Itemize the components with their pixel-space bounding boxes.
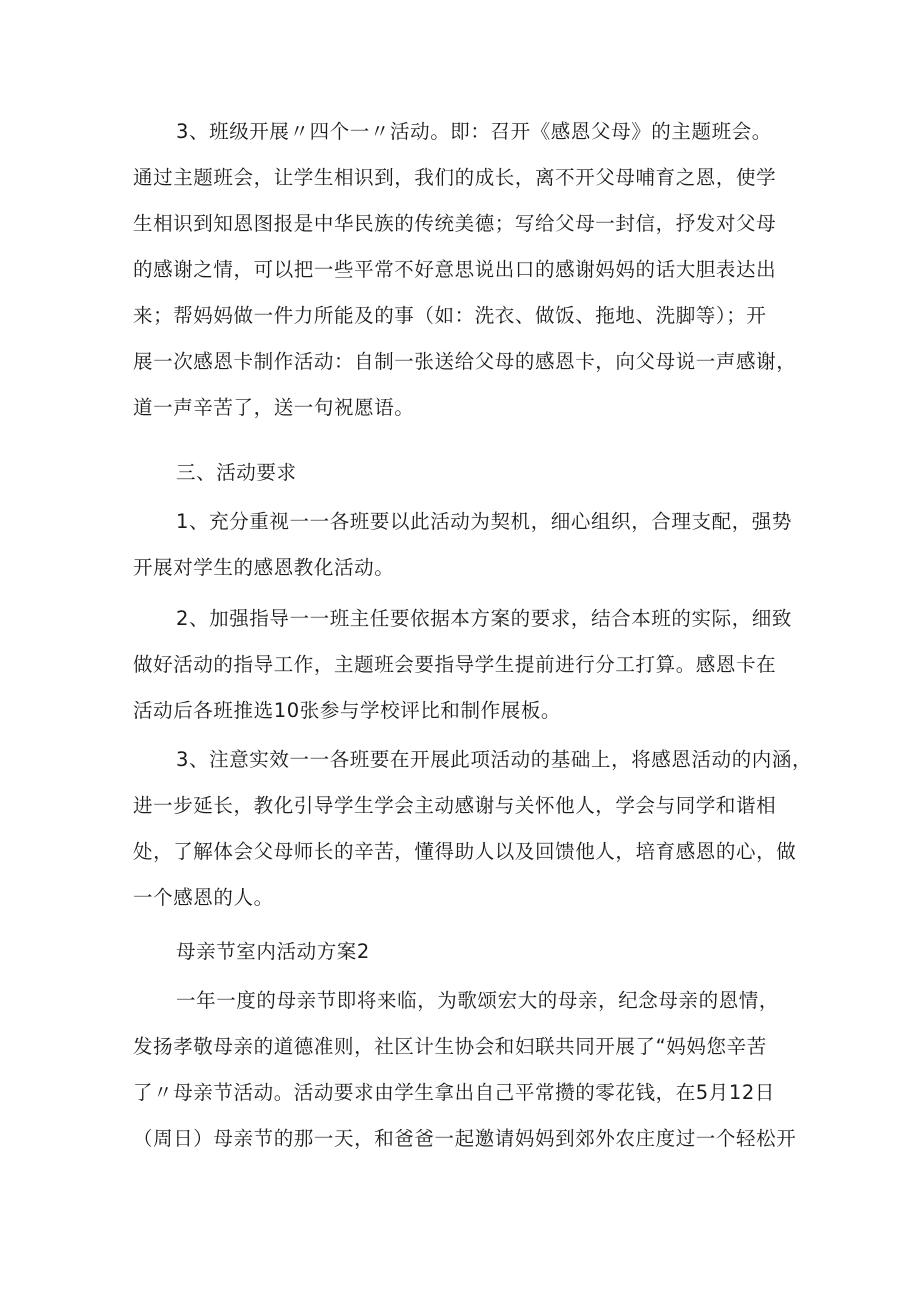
text-line: 一个感恩的人。 [133, 886, 274, 909]
text-line: 2、加强指导一一班主任要依据本方案的要求，结合本班的实际，细致 [176, 607, 793, 630]
section-heading: 三、活动要求 [176, 461, 297, 484]
text-line: 处，了解体会父母师长的辛苦，懂得助人以及回馈他人，培育感恩的心，做 [133, 840, 797, 863]
text-line: 做好活动的指导工作，主题班会要指导学生提前进行分工打算。感恩卡在 [133, 653, 777, 676]
text-line: （周日）母亲节的那一天，和爸爸一起邀请妈妈到郊外农庄度过一个轻松开 [133, 1127, 797, 1150]
text-line: 的感谢之情，可以把一些平常不好意思说出口的感谢妈妈的话大胆表达出 [133, 258, 777, 281]
paragraph-activity-3 [133, 109, 797, 431]
text-line: 生相识到知恩图报是中华民族的传统美德；写给父母一封信，抒发对父母 [133, 212, 777, 235]
text-line: 发扬孝敬母亲的道德准则，社区计生协会和妇联共同开展了“妈妈您辛苦 [133, 1035, 767, 1058]
text-line: 了〃母亲节活动。活动要求由学生拿出自己平常攒的零花钱，在5月12日 [133, 1081, 776, 1104]
paragraph-mothers-day [133, 978, 797, 1162]
section-heading: 母亲节室内活动方案2 [176, 940, 370, 963]
paragraph-requirement-3 [133, 737, 813, 921]
text-line: 活动后各班推选10张参与学校评比和制作展板。 [133, 699, 562, 722]
text-line: 展一次感恩卡制作活动：自制一张送给父母的感恩卡，向父母说一声感谢， [133, 350, 797, 373]
paragraph-requirement-1 [133, 499, 793, 591]
text-line: 一年一度的母亲节即将来临，为歌颂宏大的母亲，纪念母亲的恩情， [176, 989, 780, 1012]
text-line: 3、班级开展〃四个一〃活动。即：召开《感恩父母》的主题班会。 [176, 120, 772, 143]
text-line: 通过主题班会，让学生相识到，我们的成长，离不开父母哺育之恩，使学 [133, 166, 777, 189]
text-line: 来；帮妈妈做一件力所能及的事（如：洗衣、做饭、拖地、洗脚等）；开 [133, 304, 767, 327]
section-heading-plan-2 [133, 929, 793, 975]
text-line: 进一步延长，教化引导学生学会主动感谢与关怀他人，学会与同学和谐相 [133, 794, 777, 817]
text-line: 道一声辛苦了，送一句祝愿语。 [133, 396, 415, 419]
text-line: 3、注意实效一一各班要在开展此项活动的基础上，将感恩活动的内涵， [176, 748, 813, 771]
text-line: 开展对学生的感恩教化活动。 [133, 556, 395, 579]
section-heading-requirements [133, 450, 793, 496]
text-line: 1、充分重视一一各班要以此活动为契机，细心组织，合理支配，强势 [176, 510, 793, 533]
paragraph-requirement-2 [133, 596, 793, 734]
